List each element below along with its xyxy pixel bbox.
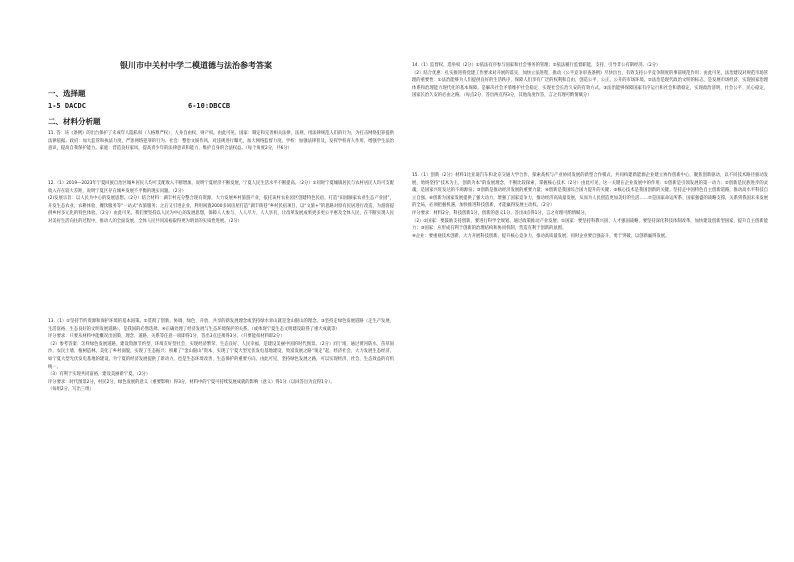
question-12-answer: 12.（1）2019—2023年宁夏回族自治区城乡居民人均可支配收入不断增加，说明宁夏经济不断发展，宁夏人民生活水平不断提高。（2分）①同时宁夏城镇居民与农村居民人均可支配收入存在较大差距，说明宁夏区存在城乡发展不平衡的现实问题。（2分） (2)发展宗旨：以人民为中心的发展思想。（2分）结合材料：湖丰村充分整合现有资源，大力发展乡村旅游产业，依托该村农业园区创建特色民宿，打造“田园颐家农业生态产业园”，开发生态农业、农耕体验、餐饮服务等“一站式”农旅服务；之后又引进企业，利用闲置2000多间房屋打造“湖丰街巷”乡村民宿项目，以“文旅+”的思路对原有民居进行改造，为游客提供乡村多元化的特色体验。（2分）由此可见，我们要坚持以人民为中心的发展思想，保障人人参与、人人尽力、人人享有，让改革发展成果更多更公平惠及全体人民，在不断实现人民对美好生活向往的过程中，推动人的全面发展、全体人民共同富裕取得更为明显的实质性进展。（2分） — [48, 181, 394, 224]
question-15-answer: 15.（1）创新（2分）材料1比亚迪汽车和北京交通大学合作，探索高校与产业协同发展的新型合作模式，共同构建新能源企业建立协作创新中心，聚焦创新驱动，以不同技术路径驱动发展，始终坚持“技术为王，创新为本”的发展理念，不断比较探索，掌握核心技术（2分）由此可见，这一关键在企业发展中的作用：①创新是引领发展的第一动力；②创新是民族进步的灵魂，是国家兴旺发达的不竭源泉；③创新是推动经济发展的重要力量；④创新是我国综合国力提升的关键；⑤核心技术是我国创新的关键。坚持走中国特色自主创新道路，推动高水平科技自立自强。⑥创新为国家发展提供了强大动力，增强了国家竞争力，推动经济高质量发展，从而为人民创造更加美好的生活……⑦是国家命运所系、国家强盛的战略支撑，关系到我国未来发展的全局，必须把握机遇，加快推进科技创新，才能赢得发展主动权。（2分） 评分要求：材料2分，科技创新1分，创新的意义1分，答出4点得1分，言之有理可酌情赋分。 （2）①国家：要鼓励支持创新，要进行科学全规划、通过政策推动产业发展；②国家：要坚持科教兴国、人才强国战略，要坚持深化科技体制改革，加快建设创新型国家，提升自主创新能力；③国家：应形成有利于创新的治理结构和协同机制，营造有利于创新的氛围。 ④企业：要重视技术创新，大力开展科技创新，提升核心竞争力，推动高质量发展，同时企业要自强奋斗，勇于突破，以创新赢得发展。 — [412, 173, 768, 239]
question-13-answer: 13.（1）①坚持节约资源和保护环境的基本国策。②贯彻了创新、协调、绿色、开放、共享的新发展理念或坚持绿水青山就是金山银山的理念。③坚持走绿色发展道路（走生产发展、生活富裕、生态良好的文明发展道路），是我国的必然选择。④正确处理了经济发展与生态环境保护的关系。（或体现宁夏生态文明建设取得了重大成就等） 评分要求：只要从材料中能概况出国策、理念、道路、关系等任意一项即得1分，答出3点还须得3分。（只要能扣材料即2分） （2）参考答案：怎样绿色发展道路，建设资源节约型、环境友好型社会，实现经济繁荣、生态良好、人民幸福，是建设美丽中国的时代图景。（2分）同宁靖，通过黄河防水、苗草固沙，农民土墙、植树造林，美化了乡村面貌，实现了生态振兴；积累了“金山银山”资本，实现了宁夏大型光伏发电基地建设，致富发展之路“领走”起，经济社会、大力发展生态经济，如宁夏大型光伏发电基地的建设，为宁夏的经济发展提供了新动力，也是生态环境改善、生态保护的重要方向。由此可见，坚持绿色发展之路，可以实现经济、社会、生态效益的有机统一。 （3）有利于实现共同富裕，建设美丽新宁夏。（2分） 评分要求：时代图景2分，村民2分，绿色发展的意义（重要影响）得3分，材料中的宁夏可持续发展成就的影响（意义）得1分（以回答出为宜得1分）。 （每组2分，写出三组） — [48, 319, 394, 393]
section1-heading: 一、选择题 — [48, 89, 86, 98]
answer-6-10: 6-10:DBCCB — [188, 102, 231, 110]
question-14-answer: 14.（1）监督权、选举权（2分）①依法有序参与国家和社会事务的管理；②依法履行监督职能，支持、引导非公有制经济。（2分） （2）结合优惠：扎实推进将党建工作要求对开展的落实，加快立法进程，推动《公平竞争审查条例》尽快出台，有效支持公平竞争制度的事前规范作用；由此可见，法治建设对规范市场管理的重要性：①法治能够为人们提供良好的生活秩序，保障人们享有广泛的权利和自由，创造公平、公正、公开的市场环境。②法治是现代政治文明的标志，是发展市场经济、实现国家治理体系和治理能力现代化的基本保障。是解决社会矛盾维护社会稳定、实现社会长治久安的有效方式。③法治能够保障国家有序运行和社会和谐稳定，实现政治清明、社会公平、民心稳定、国家长治久安的必由之路。（每点2分，答出两点得3分，其他角度作答，言之有理可酌情赋分） — [412, 63, 768, 99]
question-11-answer: 11. 答：该《条例》的出台保护了未成年人隐私权（人格尊严权）、人身自由权、财产权。由此可见，国家：制定和完善相关法律，法规，用法律规范人们的行为，为打击网络犯罪提供法律依据。政府：加大监管和执法力度，严惩网络犯罪的行为。社会：整治文娱作风，对违规进行曝光，加大网络监督力度。学校：加强法律普及，发挥学校育人作用，增强学生法治意识，提高自我保护能力。家庭：营造良好家风，提高青少年的法律意识和能力，维护自身的合法权益。（每个角度2分，共6分） — [48, 131, 394, 152]
document-title: 银川市中关村中学二模道德与法治参考答案 — [120, 60, 272, 70]
answer-1-5: 1-5 DACDC — [48, 102, 86, 110]
section2-heading: 二、材料分析题 — [48, 117, 101, 126]
